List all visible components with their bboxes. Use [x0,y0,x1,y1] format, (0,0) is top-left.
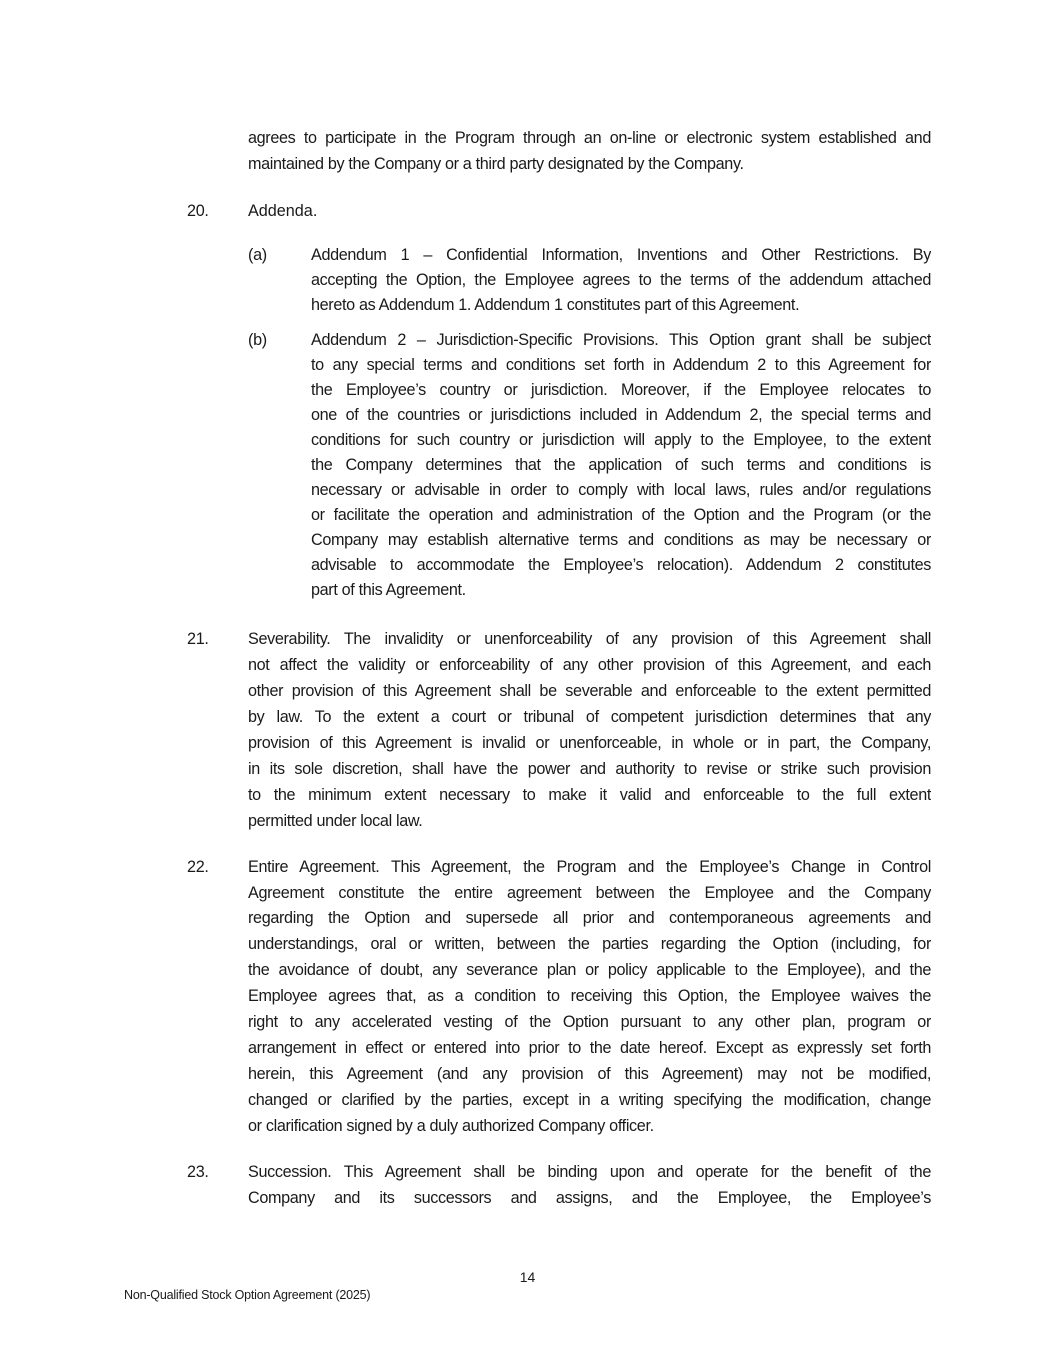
subsection-b-line: part of this Agreement. [311,581,466,599]
subsection-a-line: hereto as Addendum 1. Addendum 1 constitutes part of this Agreement. [311,296,800,314]
section-21-line: permitted under local law. [248,812,423,830]
paragraph-line: maintained by the Company or a third party designated by the Company. [248,155,744,173]
section-22-line: changed or clarified by the parties, except in a writing specifying the modification, change [248,1091,931,1109]
section-22-line: Employee agrees that, as a condition to receiving this Option, the Employee waives the [248,987,931,1005]
section-21-line: other provision of this Agreement shall be severable and enforceable to the extent permitted [248,682,931,700]
section-21-line: to the minimum extent necessary to make it valid and enforceable to the full extent [248,786,931,804]
section-21-line: by law. To the extent a court or tribunal of competent jurisdiction determines that any [248,708,931,726]
section-number-21: 21. [187,630,209,648]
subsection-label-a: (a) [248,246,267,264]
subsection-b-line: the Employee’s country or jurisdiction. Moreover, if the Employee relocates to [311,381,931,399]
subsection-b-line: necessary or advisable in order to comply with local laws, rules and/or regulations [311,481,931,499]
section-22-line: Agreement constitute the entire agreement between the Employee and the Company [248,884,931,902]
subsection-b-line: the Company determines that the application of such terms and conditions is [311,456,931,474]
subsection-b-line: Company may establish alternative terms and conditions as may be necessary or [311,531,931,549]
section-22-line: arrangement in effect or entered into prior to the date hereof. Except as expressly set forth [248,1039,931,1057]
section-22-line: herein, this Agreement (and any provision of this Agreement) may not be modified, [248,1065,931,1083]
subsection-a-line: Addendum 1 – Confidential Information, Inventions and Other Restrictions. By [311,246,931,264]
subsection-label-b: (b) [248,331,267,349]
subsection-a-line: accepting the Option, the Employee agrees to the terms of the addendum attached [311,271,931,289]
section-23-line: Succession. This Agreement shall be binding upon and operate for the benefit of the [248,1163,931,1181]
section-23-line: Company and its successors and assigns, and the Employee, the Employee’s [248,1189,931,1207]
section-21-line: in its sole discretion, shall have the power and authority to revise or strike such provision [248,760,931,778]
paragraph-line: agrees to participate in the Program through an on-line or electronic system established and [248,129,931,147]
section-21-line: provision of this Agreement is invalid or unenforceable, in whole or in part, the Company, [248,734,931,752]
subsection-b-line: to any special terms and conditions set forth in Addendum 2 to this Agreement for [311,356,931,374]
section-22-line: right to any accelerated vesting of the Option pursuant to any other plan, program or [248,1013,931,1031]
section-number-20: 20. [187,202,209,220]
section-22-line: or clarification signed by a duly authorized Company officer. [248,1117,654,1135]
subsection-b-line: conditions for such country or jurisdiction will apply to the Employee, to the extent [311,431,931,449]
section-22-line: Entire Agreement. This Agreement, the Program and the Employee’s Change in Control [248,858,931,876]
section-21-line: Severability. The invalidity or unenforceability of any provision of this Agreement shall [248,630,931,648]
section-number-22: 22. [187,858,209,876]
subsection-b-line: or facilitate the operation and administration of the Option and the Program (or the [311,506,931,524]
section-heading-addenda: Addenda. [248,202,318,220]
section-22-line: the avoidance of doubt, any severance plan or policy applicable to the Employee), and the [248,961,931,979]
subsection-b-line: advisable to accommodate the Employee’s relocation). Addendum 2 constitutes [311,556,931,574]
section-number-23: 23. [187,1163,209,1181]
subsection-b-line: Addendum 2 – Jurisdiction-Specific Provisions. This Option grant shall be subject [311,331,931,349]
subsection-b-line: one of the countries or jurisdictions included in Addendum 2, the special terms and [311,406,931,424]
page-number: 14 [519,1269,536,1285]
section-21-line: not affect the validity or enforceability of any other provision of this Agreement, and each [248,656,931,674]
section-22-line: understandings, oral or written, between the parties regarding the Option (including, for [248,935,931,953]
footer-document-title: Non-Qualified Stock Option Agreement (2025) [124,1288,371,1302]
section-22-line: regarding the Option and supersede all prior and contemporaneous agreements and [248,909,931,927]
